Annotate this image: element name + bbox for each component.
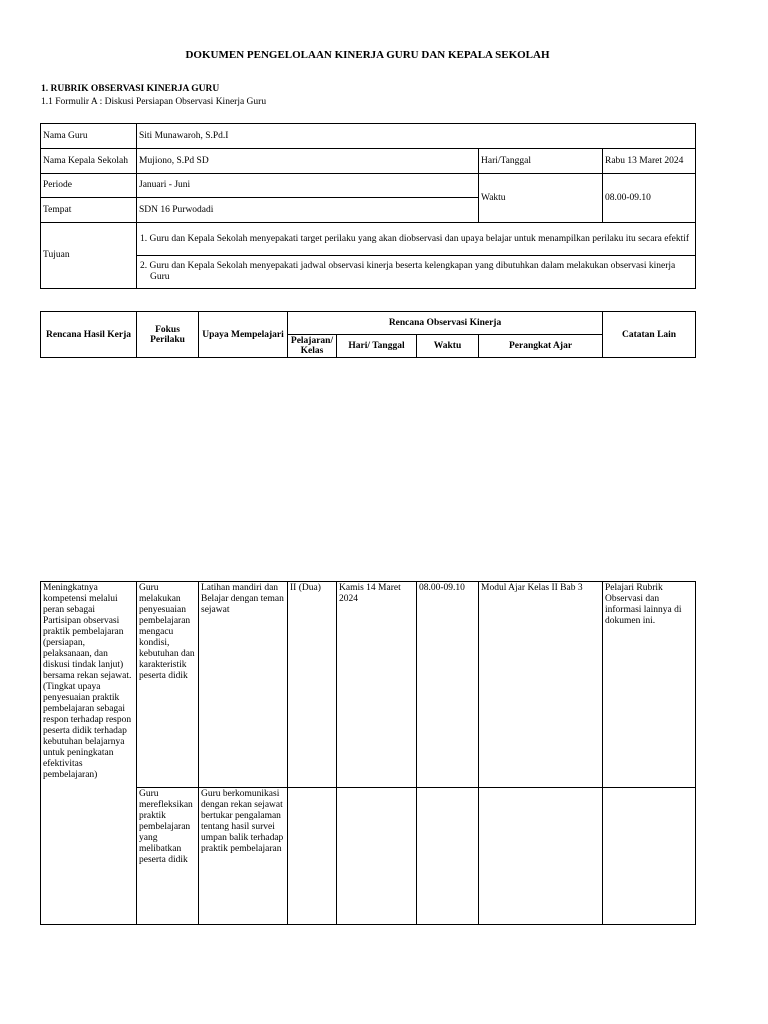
table-row (41, 582, 696, 788)
header-hari-tanggal: Hari/ Tanggal (337, 335, 417, 358)
header-fokus-perilaku: Fokus Perilaku (137, 312, 199, 358)
catatan-cell: Pelajari Rubrik Observasi dan informasi lainnya di dokumen ini. (603, 582, 696, 788)
document-title: DOKUMEN PENGELOLAAN KINERJA GURU DAN KEPALA SEKOLAH (185, 49, 550, 61)
plan-table-header (40, 311, 696, 358)
catatan-cell (603, 788, 696, 925)
hari-cell: Kamis 14 Maret 2024 (337, 582, 417, 788)
gap-line (336, 357, 337, 358)
waktu-cell: 08.00-09.10 (417, 582, 479, 788)
pelajaran-cell (288, 788, 337, 925)
info-row-periode (41, 174, 696, 198)
perangkat-cell (479, 788, 603, 925)
kepala-value: Mujiono, S.Pd SD (137, 149, 479, 174)
perangkat-cell: Modul Ajar Kelas II Bab 3 (479, 582, 603, 788)
gap-line (40, 357, 41, 358)
gap-line (694, 357, 695, 358)
hari-value: Rabu 13 Maret 2024 (603, 149, 696, 174)
gap-line (198, 357, 199, 358)
gap-line (478, 357, 479, 358)
section-block (41, 83, 266, 109)
header-rencana-hasil-kerja: Rencana Hasil Kerja (41, 312, 137, 358)
waktu-cell (417, 788, 479, 925)
tujuan-label: Tujuan (41, 223, 137, 289)
header-upaya-mempelajari: Upaya Mempelajari (199, 312, 288, 358)
table-row (41, 788, 696, 925)
tujuan-2-cell (137, 256, 696, 289)
header-rencana-observasi: Rencana Observasi Kinerja (288, 312, 603, 335)
hari-cell (337, 788, 417, 925)
info-row-tujuan-2 (41, 256, 696, 289)
gap-line (287, 357, 288, 358)
gap-line (136, 357, 137, 358)
pelajaran-cell: II (Dua) (288, 582, 337, 788)
upaya-cell: Guru berkomunikasi dengan rekan sejawat bertukar pengalaman tentang hasil survei umpan balik terhadap praktik pembelajaran (199, 788, 288, 925)
header-perangkat-ajar: Perangkat Ajar (479, 335, 603, 358)
header-pelajaran-kelas: Pelajaran/ Kelas (288, 335, 337, 358)
gap-line (416, 357, 417, 358)
tujuan-1-text: 1. Guru dan Kepala Sekolah menyepakati target perilaku yang akan diobservasi dan upaya belajar untuk menampilkan perilaku itu secara efektif (140, 233, 690, 244)
page-break-gap (40, 357, 695, 581)
waktu-label: Waktu (479, 174, 603, 223)
info-row-nama-guru (41, 124, 696, 149)
gap-line (602, 357, 603, 358)
tujuan-2-text: 2. Guru dan Kepala Sekolah menyepakati jadwal observasi kinerja beserta kelengkapan yang dibutuhkan dalam melakukan observasi kinerja Guru (140, 261, 676, 282)
periode-label: Periode (41, 174, 137, 198)
fokus-cell: Guru merefleksikan praktik pembelajaran yang melibatkan peserta didik (137, 788, 199, 925)
tempat-value: SDN 16 Purwodadi (137, 198, 479, 223)
waktu-value: 08.00-09.10 (603, 174, 696, 223)
nama-guru-value: Siti Munawaroh, S.Pd.I (137, 124, 696, 149)
info-row-tujuan-1 (41, 223, 696, 256)
fokus-cell: Guru melakukan penyesuaian pembelajaran mengacu kondisi, kebutuhan dan karakteristik peserta didik (137, 582, 199, 788)
hari-label: Hari/Tanggal (479, 149, 603, 174)
header-waktu: Waktu (417, 335, 479, 358)
tujuan-1-cell (137, 223, 696, 256)
kepala-label: Nama Kepala Sekolah (41, 149, 137, 174)
info-table (40, 123, 696, 289)
plan-table-body (40, 581, 696, 925)
subsection-heading: 1.1 Formulir A : Diskusi Persiapan Observasi Kinerja Guru (41, 97, 267, 107)
nama-guru-label: Nama Guru (41, 124, 137, 149)
tempat-label: Tempat (41, 198, 137, 223)
upaya-cell: Latihan mandiri dan Belajar dengan teman sejawat (199, 582, 288, 788)
periode-value: Januari - Juni (137, 174, 479, 198)
header-catatan-lain: Catatan Lain (603, 312, 696, 358)
rencana-hasil-kerja-cell: Meningkatnya kompetensi melalui peran sebagai Partisipan observasi praktik pembelajaran (persiapan, pelaksanaan, dan diskusi tindak lanjut) bersama rekan sejawat. (Tingkat upaya penyesuaian praktik pembelajaran sebagai respon terhadap respon peserta didik terhadap kebutuhan belajarnya untuk peningkatan efektivitas pembelajaran) (41, 582, 137, 925)
info-row-kepala (41, 149, 696, 174)
section-heading: 1. RUBRIK OBSERVASI KINERJA GURU (41, 84, 220, 94)
